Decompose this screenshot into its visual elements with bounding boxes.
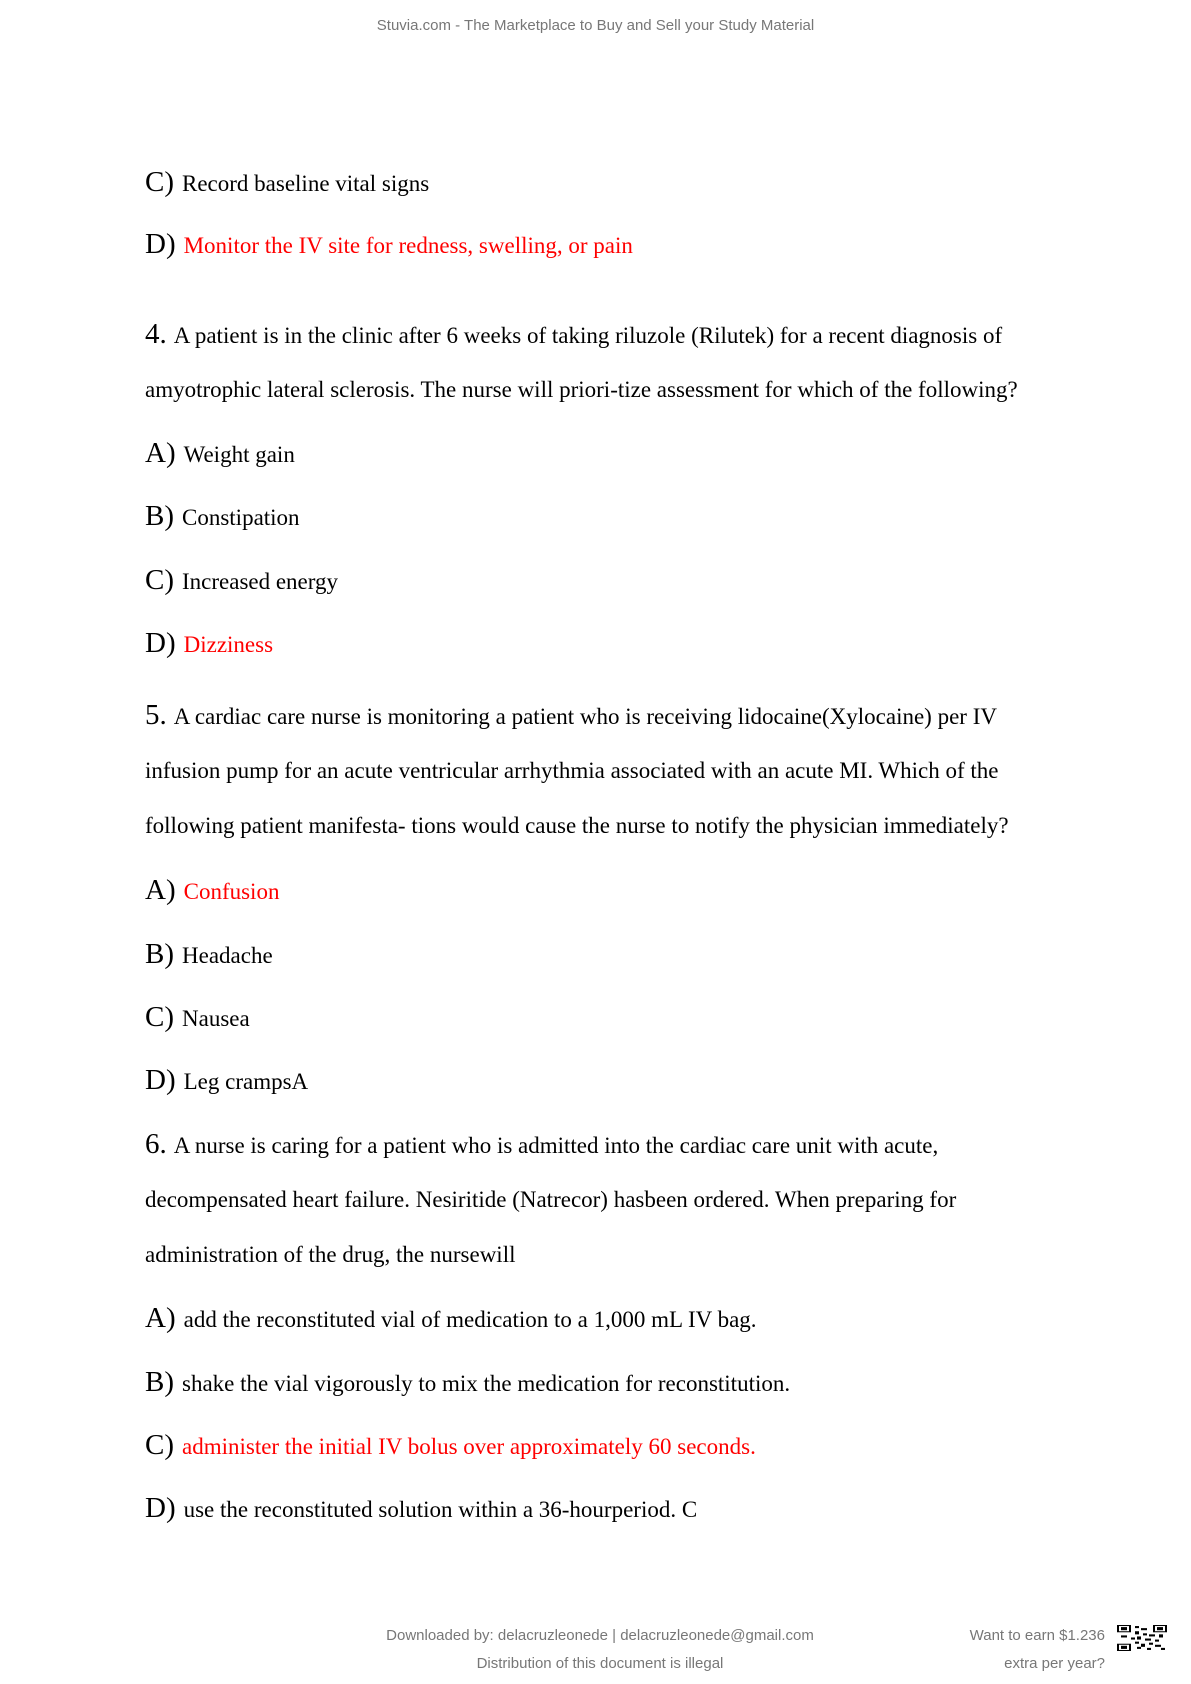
option-text: Increased energy bbox=[182, 569, 339, 594]
q5-option-d bbox=[145, 1064, 308, 1097]
q6-stem-line3: administration of the drug, the nursewill bbox=[145, 1242, 516, 1267]
option-label: B) bbox=[145, 1366, 174, 1398]
option-text-correct: Confusion bbox=[183, 879, 280, 904]
option-label: B) bbox=[145, 938, 174, 970]
option-label: A) bbox=[145, 437, 176, 469]
q4-stem-line2: amyotrophic lateral sclerosis. The nurse will priori-tize assessment for which of the following? bbox=[145, 377, 1018, 402]
q6-option-b bbox=[145, 1366, 790, 1399]
page-header: Stuvia.com - The Marketplace to Buy and Sell your Study Material bbox=[376, 17, 815, 34]
q3-option-d bbox=[145, 228, 633, 261]
option-text: use the reconstituted solution within a 36-hourperiod. C bbox=[183, 1497, 698, 1522]
option-label: C) bbox=[145, 1429, 174, 1461]
option-text-correct: Monitor the IV site for redness, swelling, or pain bbox=[183, 233, 633, 258]
q5-stem-line3: following patient manifesta- tions would cause the nurse to notify the physician immediately? bbox=[145, 813, 1009, 838]
option-label: C) bbox=[145, 1001, 174, 1033]
option-text-correct: administer the initial IV bolus over approximately 60 seconds. bbox=[182, 1434, 756, 1459]
option-label: D) bbox=[145, 228, 176, 260]
q4-stem-line1 bbox=[145, 318, 1002, 351]
q5-option-a bbox=[145, 874, 279, 907]
q6-option-a bbox=[145, 1302, 757, 1335]
earn-promo-line1[interactable]: Want to earn $1.236 bbox=[969, 1627, 1105, 1644]
option-label: D) bbox=[145, 627, 176, 659]
q5-stem-line1 bbox=[145, 699, 997, 732]
option-text: add the reconstituted vial of medication to a 1,000 mL IV bag. bbox=[183, 1307, 757, 1332]
footer-distribution-notice: Distribution of this document is illegal bbox=[476, 1655, 724, 1672]
option-text: Headache bbox=[182, 943, 273, 968]
option-label: C) bbox=[145, 564, 174, 596]
option-text: Weight gain bbox=[183, 442, 295, 467]
option-text-correct: Dizziness bbox=[183, 632, 274, 657]
option-label: C) bbox=[145, 166, 174, 198]
question-number: 6. bbox=[145, 1128, 167, 1160]
q6-stem-line2: decompensated heart failure. Nesiritide (Natrecor) hasbeen ordered. When preparing for bbox=[145, 1187, 957, 1212]
question-text: A nurse is caring for a patient who is admitted into the cardiac care unit with acute, bbox=[173, 1133, 939, 1158]
q6-option-c bbox=[145, 1429, 756, 1462]
option-text: Nausea bbox=[182, 1006, 250, 1031]
option-label: D) bbox=[145, 1492, 176, 1524]
q6-option-d bbox=[145, 1492, 697, 1525]
qr-code-icon[interactable] bbox=[1117, 1625, 1167, 1651]
question-number: 4. bbox=[145, 318, 167, 350]
option-label: D) bbox=[145, 1064, 176, 1096]
question-text: A cardiac care nurse is monitoring a patient who is receiving lidocaine(Xylocaine) per IV bbox=[173, 704, 997, 729]
q4-option-a bbox=[145, 437, 295, 470]
option-label: B) bbox=[145, 500, 174, 532]
earn-promo-line2[interactable]: extra per year? bbox=[1004, 1655, 1105, 1672]
option-text: Record baseline vital signs bbox=[182, 171, 430, 196]
q5-stem-line2: infusion pump for an acute ventricular arrhythmia associated with an acute MI. Which of the bbox=[145, 758, 999, 783]
q5-option-c bbox=[145, 1001, 250, 1034]
option-label: A) bbox=[145, 874, 176, 906]
question-text: A patient is in the clinic after 6 weeks of taking riluzole (Rilutek) for a recent diagnosis of bbox=[173, 323, 1003, 348]
q3-option-c bbox=[145, 166, 429, 199]
option-text: Leg crampsA bbox=[183, 1069, 309, 1094]
q4-option-b bbox=[145, 500, 300, 533]
question-number: 5. bbox=[145, 699, 167, 731]
q4-option-d bbox=[145, 627, 273, 660]
option-text: Constipation bbox=[182, 505, 300, 530]
option-text: shake the vial vigorously to mix the medication for reconstitution. bbox=[182, 1371, 791, 1396]
q5-option-b bbox=[145, 938, 273, 971]
option-label: A) bbox=[145, 1302, 176, 1334]
q4-option-c bbox=[145, 564, 338, 597]
q6-stem-line1 bbox=[145, 1128, 938, 1161]
footer-downloaded-by: Downloaded by: delacruzleonede | delacruzleonede@gmail.com bbox=[386, 1627, 814, 1644]
